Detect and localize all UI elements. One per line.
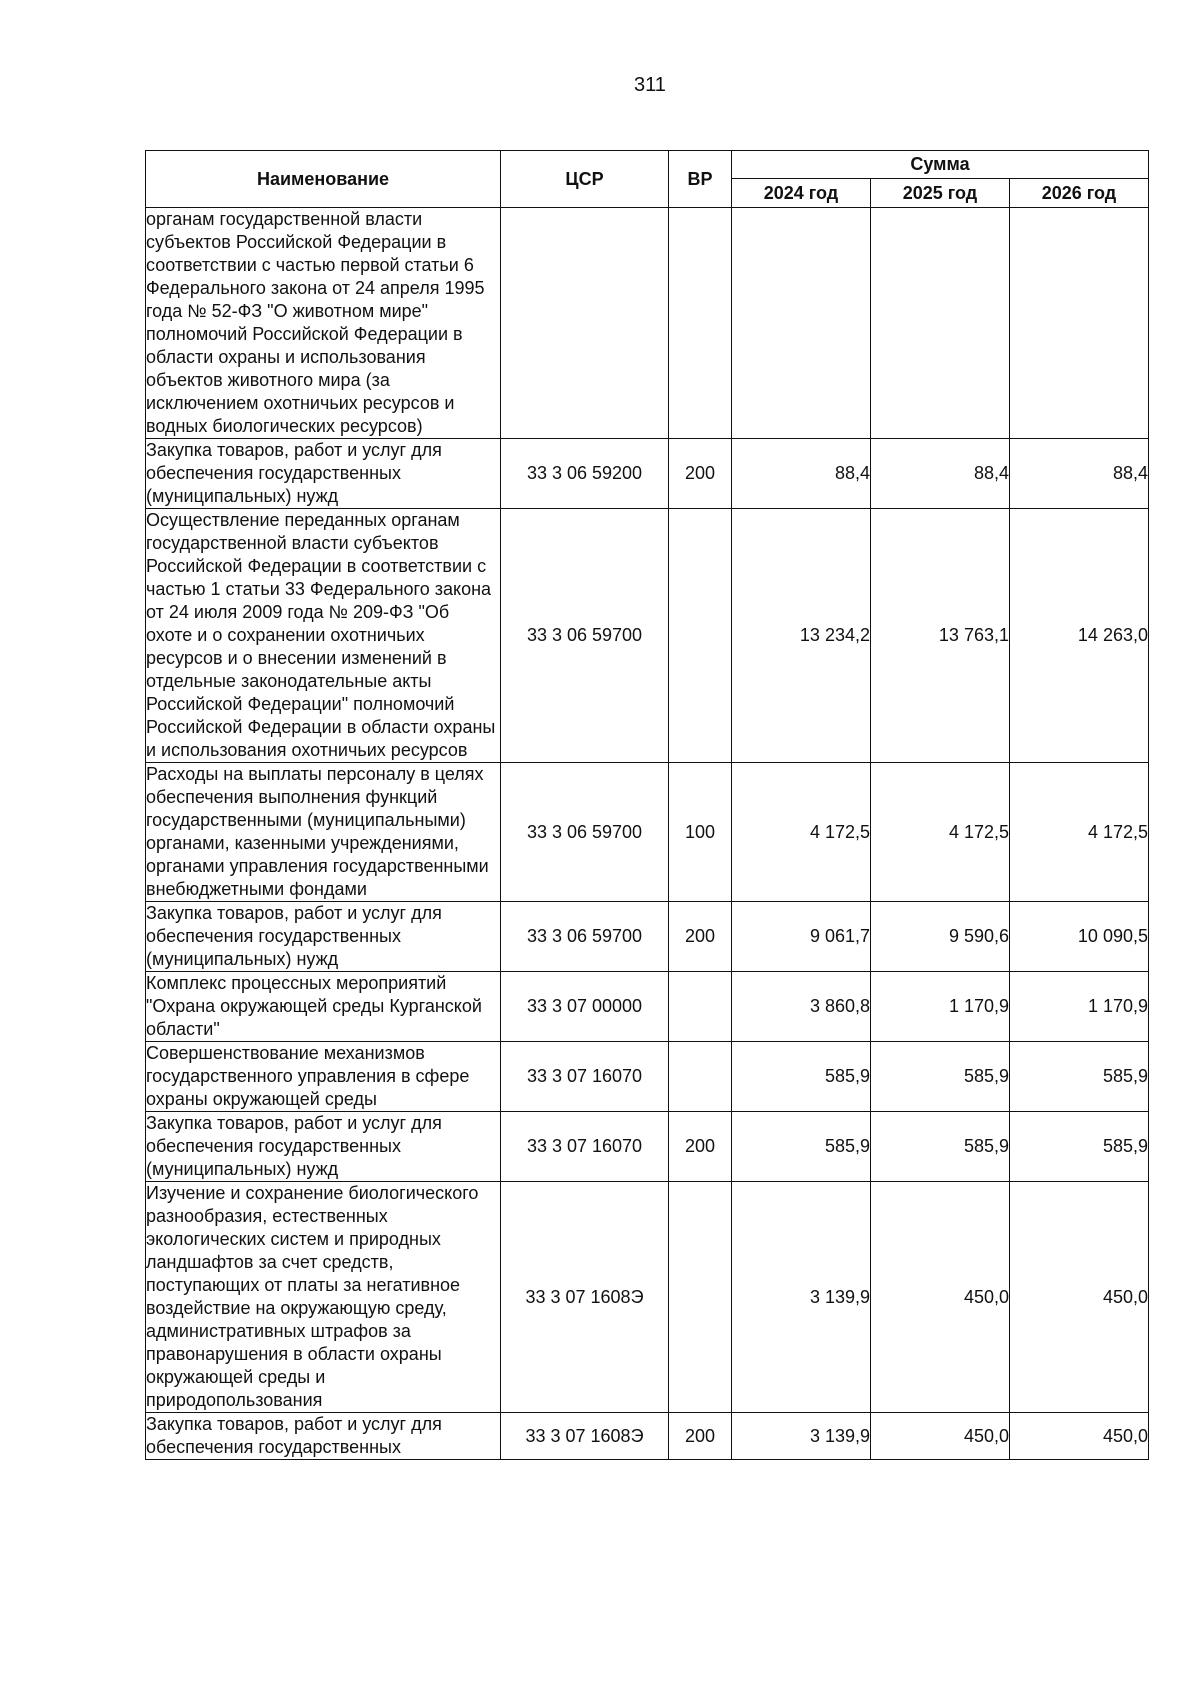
table-row <box>146 509 1149 763</box>
table-row <box>146 1042 1149 1112</box>
row-sum-2024: 9 061,7 <box>732 902 871 972</box>
row-name: Осуществление переданных органам государственной власти субъектов Российской Федерации в соответствии с частью 1 статьи 33 Федерального закона от 24 июля 2009 года № 209-ФЗ "Об охоте и о сохранении охотничьих ресурсов и о внесении изменений в отдельные законодательные акты Российской Федерации" полномочий Российской Федерации в области охраны и использования охотничьих ресурсов <box>146 509 501 763</box>
header-year-2025: 2025 год <box>871 179 1010 208</box>
header-csr: ЦСР <box>501 151 669 208</box>
row-sum-2024: 3 139,9 <box>732 1182 871 1413</box>
row-sum-2026: 585,9 <box>1010 1042 1149 1112</box>
row-vr <box>669 1182 732 1413</box>
row-sum-2026: 450,0 <box>1010 1182 1149 1413</box>
budget-table <box>145 150 1149 1460</box>
row-sum-2026: 4 172,5 <box>1010 763 1149 902</box>
row-csr: 33 3 06 59700 <box>501 763 669 902</box>
row-name: Закупка товаров, работ и услуг для обеспечения государственных <box>146 1413 501 1460</box>
table-row <box>146 208 1149 439</box>
row-sum-2025: 450,0 <box>871 1413 1010 1460</box>
row-sum-2025: 13 763,1 <box>871 509 1010 763</box>
row-name: органам государственной власти субъектов Российской Федерации в соответствии с частью первой статьи 6 Федерального закона от 24 апреля 1995 года № 52-ФЗ "О животном мире" полномочий Российской Федерации в области охраны и использования объектов животного мира (за исключением охотничьих ресурсов и водных биологических ресурсов) <box>146 208 501 439</box>
row-csr: 33 3 07 00000 <box>501 972 669 1042</box>
table-row <box>146 972 1149 1042</box>
row-sum-2026 <box>1010 208 1149 439</box>
row-csr: 33 3 06 59200 <box>501 439 669 509</box>
row-sum-2024: 585,9 <box>732 1042 871 1112</box>
row-csr: 33 3 07 16070 <box>501 1112 669 1182</box>
row-sum-2025 <box>871 208 1010 439</box>
row-name: Расходы на выплаты персоналу в целях обеспечения выполнения функций государственными (муниципальными) органами, казенными учреждениями, органами управления государственными внебюджетными фондами <box>146 763 501 902</box>
row-vr: 100 <box>669 763 732 902</box>
row-vr: 200 <box>669 902 732 972</box>
row-sum-2024: 3 860,8 <box>732 972 871 1042</box>
row-sum-2024: 13 234,2 <box>732 509 871 763</box>
row-vr: 200 <box>669 1413 732 1460</box>
header-name: Наименование <box>146 151 501 208</box>
row-vr <box>669 1042 732 1112</box>
table-row <box>146 1112 1149 1182</box>
row-name: Изучение и сохранение биологического разнообразия, естественных экологических систем и природных ландшафтов за счет средств, поступающих от платы за негативное воздействие на окружающую среду, административных штрафов за правонарушения в области охраны окружающей среды и природопользования <box>146 1182 501 1413</box>
row-csr: 33 3 07 1608Э <box>501 1182 669 1413</box>
row-name: Комплекс процессных мероприятий "Охрана окружающей среды Курганской области" <box>146 972 501 1042</box>
row-sum-2024: 3 139,9 <box>732 1413 871 1460</box>
row-csr <box>501 208 669 439</box>
header-year-2024: 2024 год <box>732 179 871 208</box>
row-csr: 33 3 06 59700 <box>501 509 669 763</box>
row-sum-2024 <box>732 208 871 439</box>
row-sum-2024: 88,4 <box>732 439 871 509</box>
row-vr <box>669 208 732 439</box>
row-sum-2025: 4 172,5 <box>871 763 1010 902</box>
row-vr <box>669 972 732 1042</box>
row-sum-2026: 585,9 <box>1010 1112 1149 1182</box>
row-vr: 200 <box>669 1112 732 1182</box>
row-sum-2026: 88,4 <box>1010 439 1149 509</box>
row-vr <box>669 509 732 763</box>
table-row <box>146 1413 1149 1460</box>
row-sum-2025: 88,4 <box>871 439 1010 509</box>
row-sum-2026: 450,0 <box>1010 1413 1149 1460</box>
row-sum-2026: 10 090,5 <box>1010 902 1149 972</box>
row-name: Закупка товаров, работ и услуг для обеспечения государственных (муниципальных) нужд <box>146 439 501 509</box>
table-row <box>146 439 1149 509</box>
row-csr: 33 3 06 59700 <box>501 902 669 972</box>
row-sum-2025: 9 590,6 <box>871 902 1010 972</box>
row-sum-2025: 585,9 <box>871 1042 1010 1112</box>
table-row <box>146 902 1149 972</box>
row-sum-2025: 585,9 <box>871 1112 1010 1182</box>
page-number: 311 <box>634 74 666 96</box>
row-sum-2026: 1 170,9 <box>1010 972 1149 1042</box>
row-vr: 200 <box>669 439 732 509</box>
row-sum-2024: 585,9 <box>732 1112 871 1182</box>
table-row <box>146 763 1149 902</box>
row-csr: 33 3 07 16070 <box>501 1042 669 1112</box>
row-sum-2026: 14 263,0 <box>1010 509 1149 763</box>
row-name: Закупка товаров, работ и услуг для обеспечения государственных (муниципальных) нужд <box>146 1112 501 1182</box>
header-year-2026: 2026 год <box>1010 179 1149 208</box>
row-name: Совершенствование механизмов государственного управления в сфере охраны окружающей среды <box>146 1042 501 1112</box>
header-sum: Сумма <box>732 151 1149 179</box>
row-name: Закупка товаров, работ и услуг для обеспечения государственных (муниципальных) нужд <box>146 902 501 972</box>
row-sum-2024: 4 172,5 <box>732 763 871 902</box>
header-vr: ВР <box>669 151 732 208</box>
row-sum-2025: 1 170,9 <box>871 972 1010 1042</box>
row-csr: 33 3 07 1608Э <box>501 1413 669 1460</box>
table-row <box>146 1182 1149 1413</box>
row-sum-2025: 450,0 <box>871 1182 1010 1413</box>
